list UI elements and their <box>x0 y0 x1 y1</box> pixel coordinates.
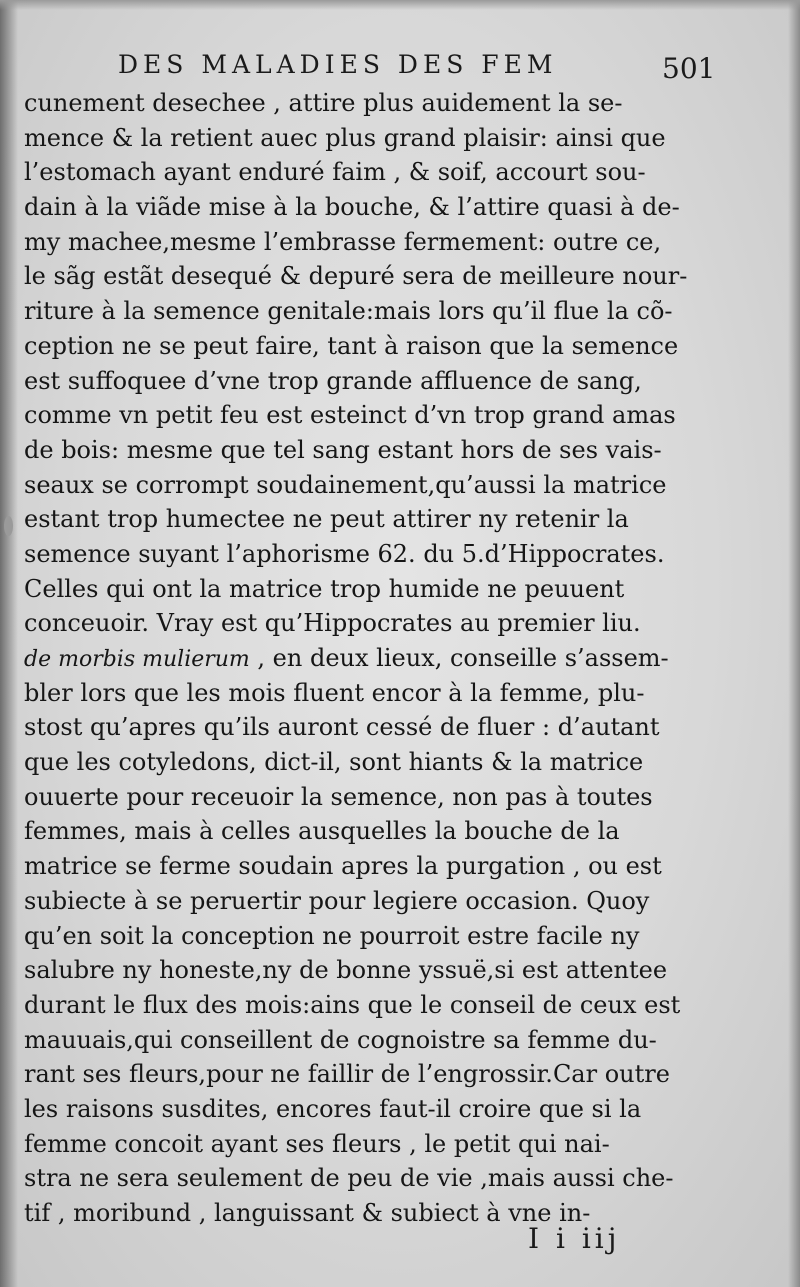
text-line: riture à la semence genitale:mais lors qu’il flue la cõ- <box>24 297 673 326</box>
text-line-rest: , en deux lieux, conseille s’assem- <box>249 644 669 672</box>
text-line: my machee,mesme l’embrasse fermement: outre ce, <box>24 227 662 256</box>
text-line: cunement desechee , attire plus auidement la se- <box>24 89 623 117</box>
text-line: stost qu’apres qu’ils auront cessé de fluer : d’autant <box>24 713 660 742</box>
text-line: mence & la retient auec plus grand plaisir: ainsi que <box>24 123 666 152</box>
text-line-with-italic <box>24 641 714 676</box>
text-line: subiecte à se peruertir pour legiere occasion. Quoy <box>24 886 650 915</box>
text-line: Celles qui ont la matrice trop humide ne peuuent <box>24 574 625 603</box>
text-line: salubre ny honeste,ny de bonne yssuë,si est attentee <box>24 956 668 985</box>
text-line: ouuerte pour receuoir la semence, non pas à toutes <box>24 782 653 811</box>
margin-ink-spot <box>4 516 13 536</box>
text-line: comme vn petit feu est esteinct d’vn trop grand amas <box>24 401 676 430</box>
text-line: semence suyant l’aphorisme 62. du 5.d’Hippocrates. <box>24 539 665 568</box>
text-line: conceuoir. Vray est qu’Hippocrates au premier liu. <box>24 609 641 638</box>
signature-mark: I i iij <box>528 1222 621 1255</box>
page-number: 501 <box>662 52 716 85</box>
text-line: dain à la viãde mise à la bouche, & l’attire quasi à de- <box>24 193 680 222</box>
text-line: seaux se corrompt soudainement,qu’aussi la matrice <box>24 470 667 499</box>
text-line: estant trop humectee ne peut attirer ny retenir la <box>24 505 629 534</box>
text-line: femme concoit ayant ses fleurs , le petit qui nai- <box>24 1129 610 1158</box>
text-line: de bois: mesme que tel sang estant hors de ses vais- <box>24 435 662 464</box>
italic-title: de morbis mulierum <box>24 647 250 672</box>
text-line: les raisons susdites, encores faut-il croire que si la <box>24 1094 642 1123</box>
text-line: l’estomach ayant enduré faim , & soif, accourt sou- <box>24 158 646 187</box>
scan-edge-top <box>0 0 800 10</box>
text-line: stra ne sera seulement de peu de vie ,mais aussi che- <box>24 1164 674 1193</box>
scan-edge-left <box>0 0 18 1287</box>
text-line: mauuais,qui conseillent de cognoistre sa femme du- <box>24 1025 657 1054</box>
text-line: bler lors que les mois fluent encor à la femme, plu- <box>24 678 645 707</box>
text-line: tif , moribund , languissant & subiect à vne in- <box>24 1199 591 1227</box>
text-line: qu’en soit la conception ne pourroit estre facile ny <box>24 921 640 950</box>
scan-edge-right <box>788 0 800 1287</box>
text-line: ception ne se peut faire, tant à raison que la semence <box>24 331 679 360</box>
text-line: que les cotyledons, dict-il, sont hiants & la matrice <box>24 748 644 777</box>
text-line: rant ses fleurs,pour ne faillir de l’engrossir.Car outre <box>24 1060 670 1089</box>
text-line: matrice se ferme soudain apres la purgation , ou est <box>24 852 662 881</box>
text-line: le sãg estãt desequé & depuré sera de meilleure nour- <box>24 262 688 291</box>
text-line: durant le flux des mois:ains que le conseil de ceux est <box>24 990 681 1019</box>
body-text <box>24 86 714 1231</box>
running-head: DES MALADIES DES FEM <box>118 50 558 79</box>
text-line: est suffoquee d’vne trop grande affluence de sang, <box>24 366 642 395</box>
text-line: femmes, mais à celles ausquelles la bouche de la <box>24 817 620 846</box>
